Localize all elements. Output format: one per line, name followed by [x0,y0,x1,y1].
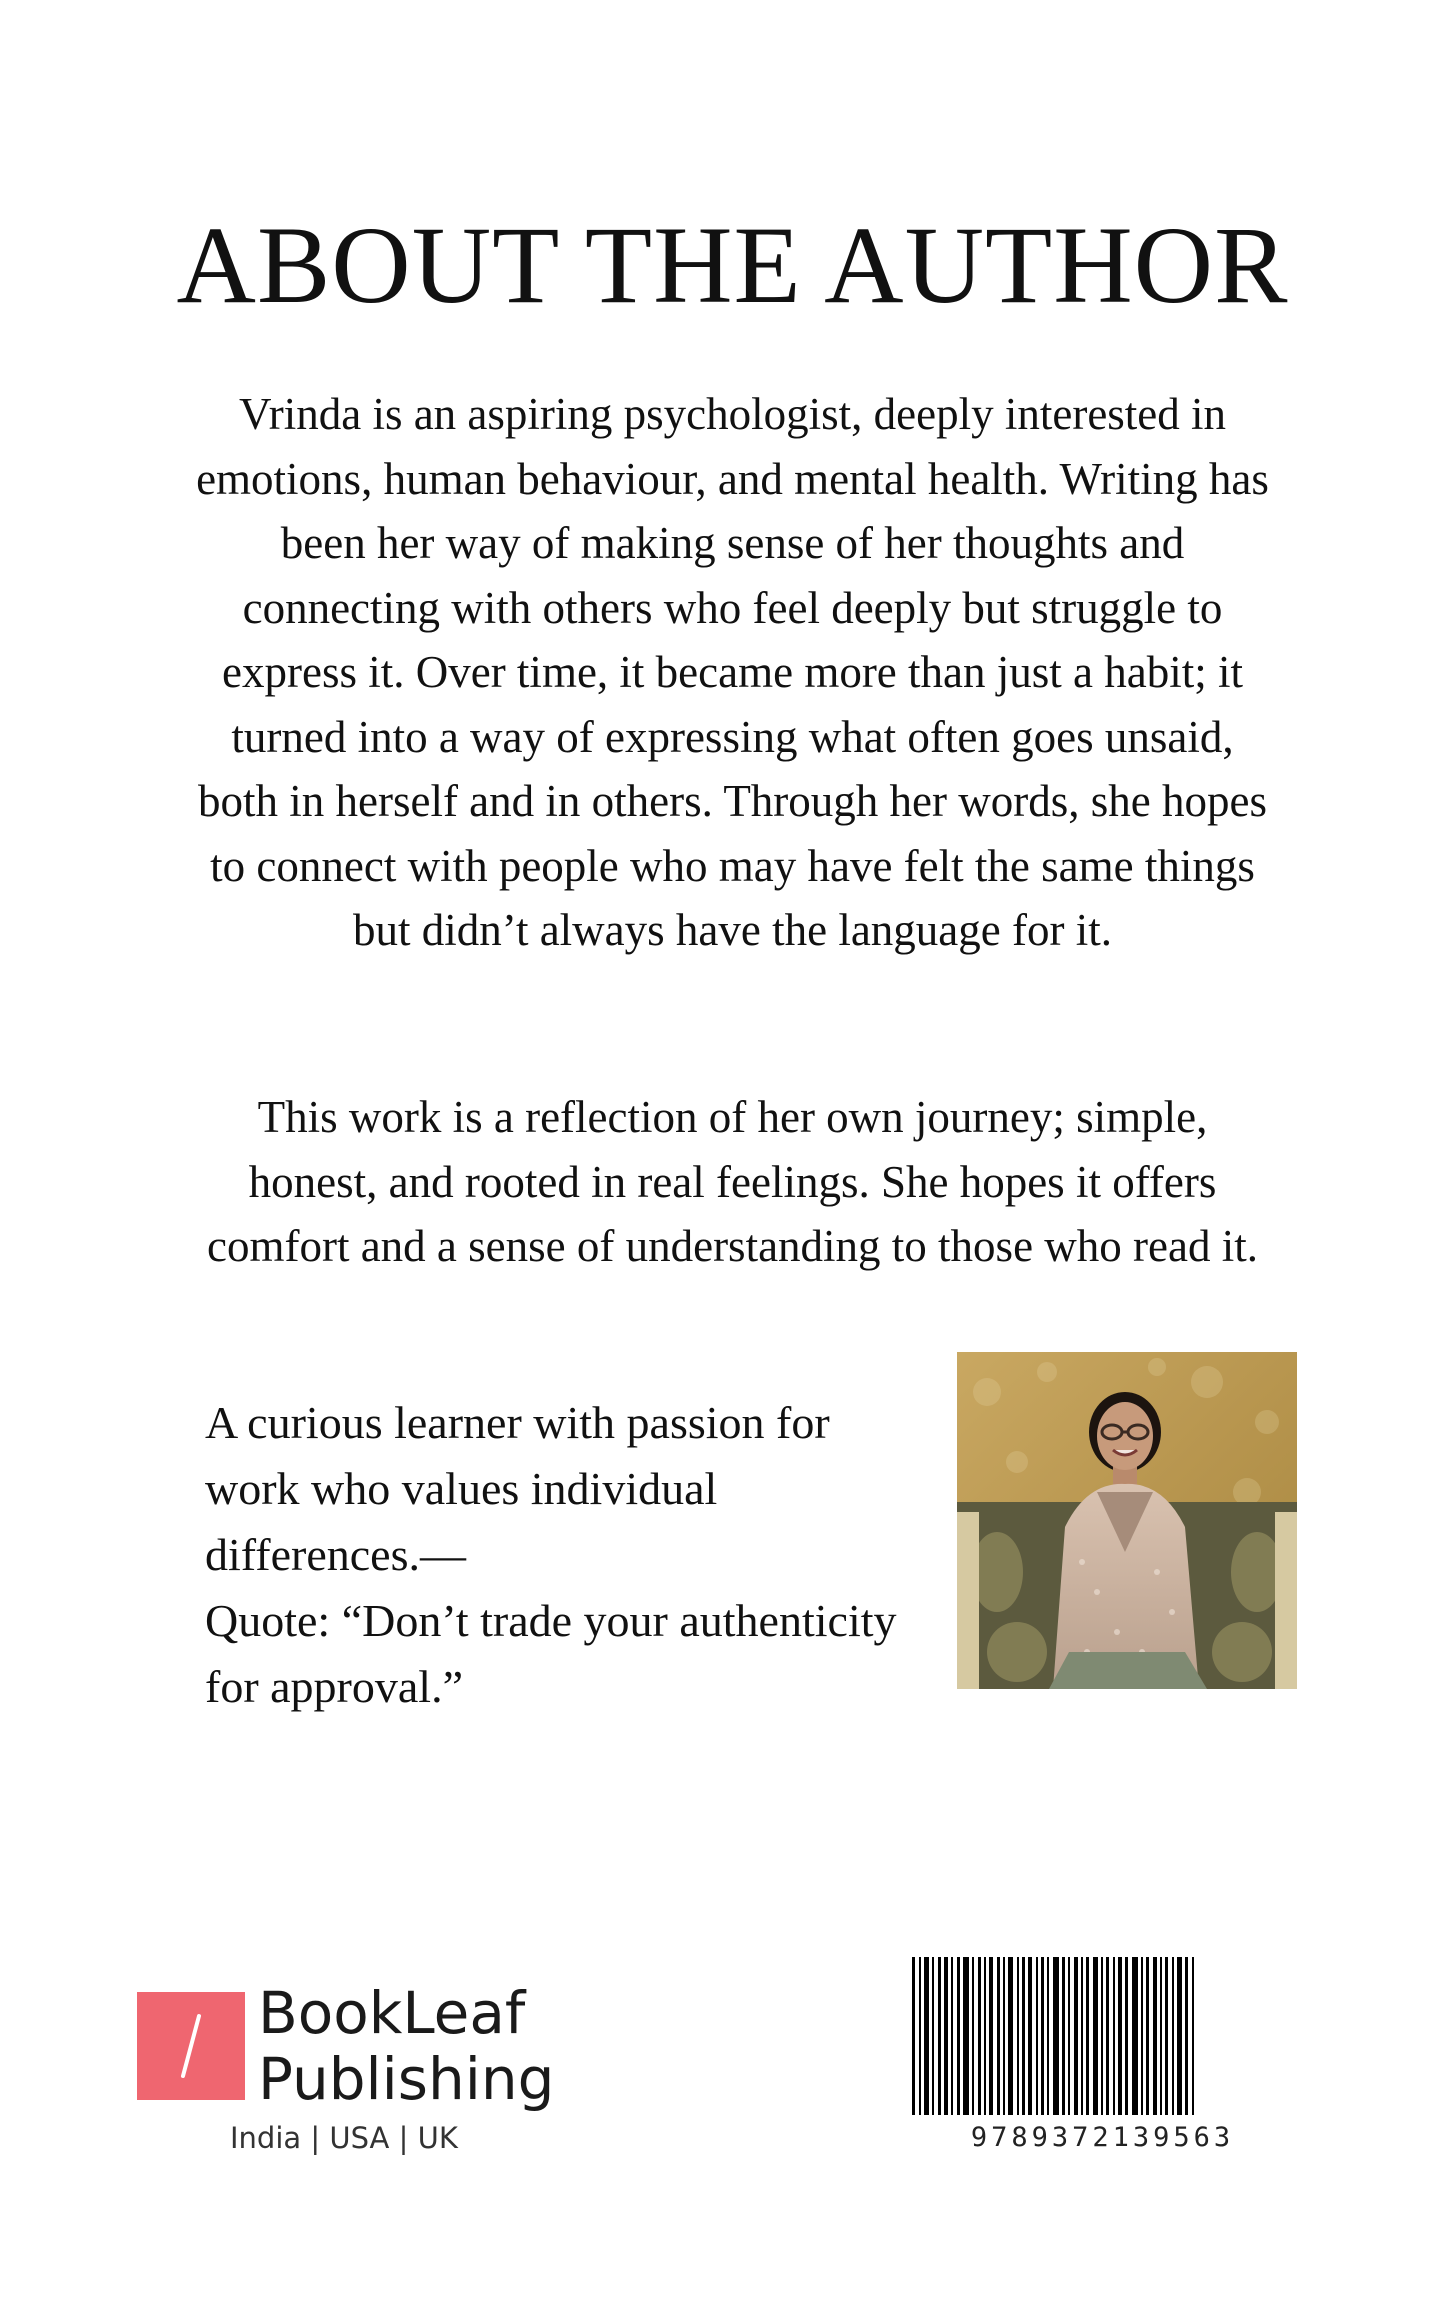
barcode-bar [1172,1957,1174,2115]
author-quote: Quote: “Don’t trade your authenticity for approval.” [205,1595,897,1712]
barcode-bar [1125,1957,1128,2115]
barcode-bar [1041,1957,1044,2115]
barcode-bar [972,1957,974,2115]
barcode-bar [951,1957,953,2115]
barcode-bar [1062,1957,1065,2115]
barcode-bar [1160,1957,1162,2115]
barcode-bar [924,1957,929,2115]
barcode-bar [1132,1957,1138,2115]
barcode-bar [944,1957,948,2115]
barcode-bar [1086,1957,1089,2115]
barcode-bar [1192,1957,1194,2115]
isbn-number: 9789372139563 [970,2122,1235,2153]
bio-paragraph-1: Vrinda is an aspiring psychologist, deeply interested in emotions, human behaviour, and mental health. Writing has been her way of making sense of her thoughts and connecting with others who feel deeply but struggle to express it. Over time, it became more than just a habit; it turned into a way of expressing what often goes unsaid, both in herself and in others. Through her words, she hopes to connect with people who may have felt the same things but didn’t always have the language for it. [196,389,1269,955]
barcode-bar [1118,1957,1122,2115]
barcode-bar [1113,1957,1115,2115]
publisher-name [258,1980,554,2112]
barcode-bar [963,1957,969,2115]
barcode-bar [1101,1957,1103,2115]
barcode-bar [1068,1957,1070,2115]
publisher-name-line-2: Publishing [258,2045,555,2113]
barcode-bar [1003,1957,1005,2115]
bio-paragraph-2: This work is a reflection of her own journey; simple, honest, and rooted in real feelings. She hopes it offers comfort and a sense of understanding to those who read it. [207,1092,1258,1271]
barcode-bar [938,1957,941,2115]
barcode-bar [1028,1957,1032,2115]
barcode-bar [1036,1957,1038,2115]
barcode-bar [1153,1957,1157,2115]
bookleaf-logo [137,1992,245,2100]
barcode-bars [910,1957,1295,2115]
barcode-bar [1017,1957,1019,2115]
author-photo [957,1352,1297,1689]
barcode-bar [1106,1957,1109,2115]
barcode-bar [957,1957,960,2115]
barcode-bar [989,1957,993,2115]
barcode-bar [1047,1957,1049,2115]
barcode-bar [978,1957,981,2115]
isbn-barcode [910,1957,1295,2115]
barcode-bar [997,1957,1000,2115]
barcode-bar [1146,1957,1149,2115]
barcode-bar [932,1957,934,2115]
barcode-bar [1093,1957,1098,2115]
barcode-bar [1141,1957,1143,2115]
author-tagline-block [205,1390,925,1720]
barcode-bar [1053,1957,1059,2115]
barcode-bar [919,1957,921,2115]
barcode-bar [1022,1957,1025,2115]
barcode-bar [1185,1957,1188,2115]
barcode-bar [1177,1957,1182,2115]
publisher-regions: India | USA | UK [230,2121,458,2155]
barcode-bar [1081,1957,1083,2115]
page-title: ABOUT THE AUTHOR [176,204,1289,326]
barcode-bar [1074,1957,1078,2115]
publisher-name-line-1: BookLeaf [258,1979,526,2047]
author-tagline: A curious learner with passion for work who values individual differences.— [205,1397,830,1580]
barcode-bar [912,1957,915,2115]
slash-icon [137,1992,245,2100]
barcode-bar [984,1957,986,2115]
barcode-bar [1165,1957,1168,2115]
barcode-bar [1008,1957,1013,2115]
